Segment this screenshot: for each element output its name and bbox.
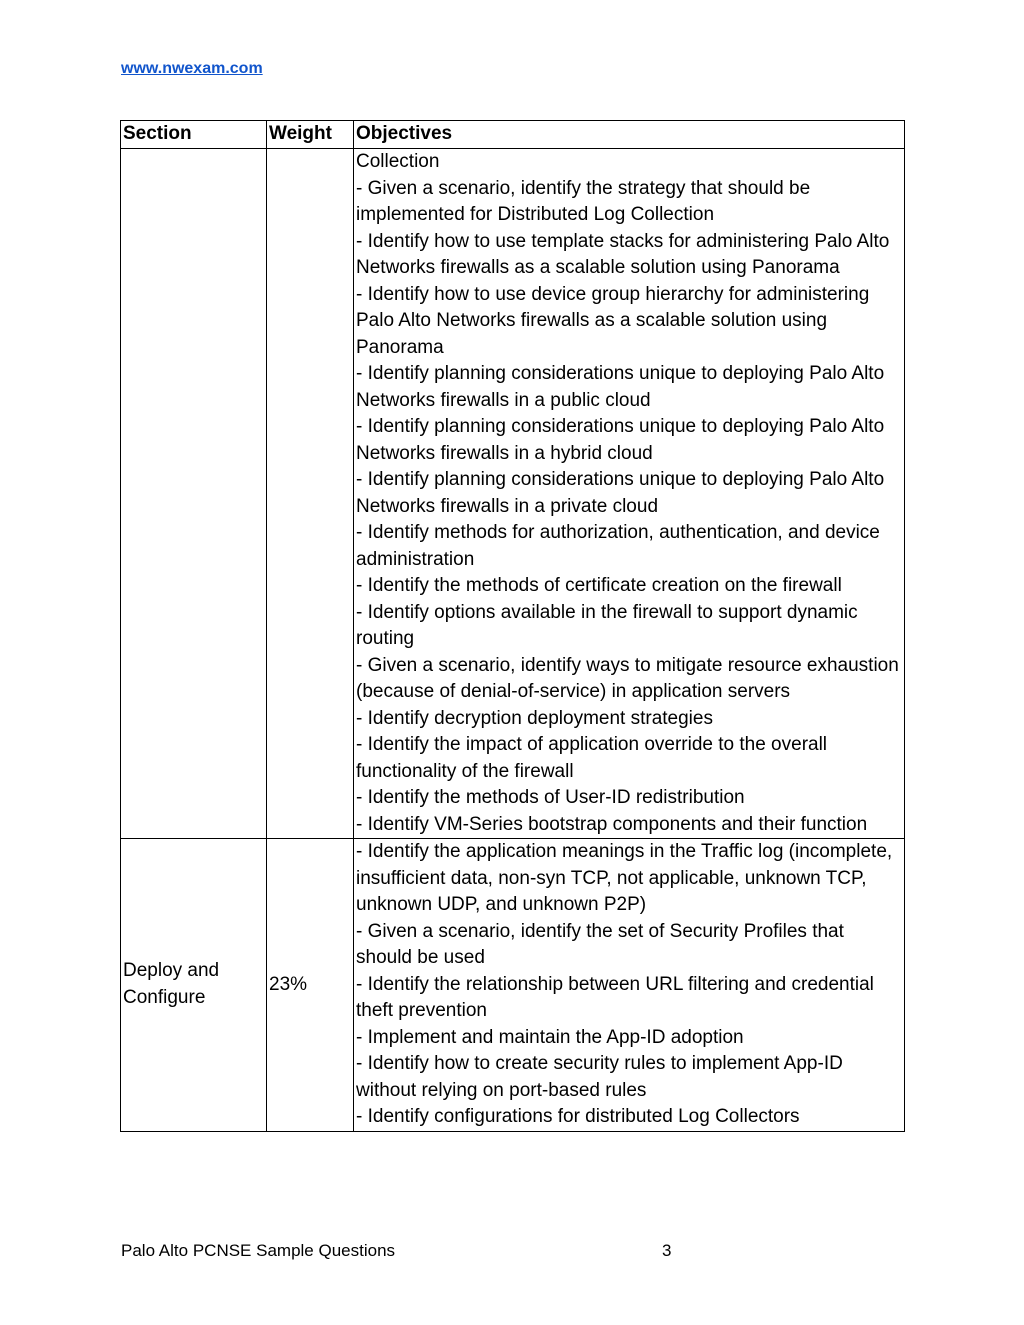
- objective-item: - Given a scenario, identify ways to mitigate resource exhaustion (because of denial-of-service) in application servers: [356, 654, 899, 702]
- objective-item: - Identify the relationship between URL filtering and credential theft prevention: [356, 973, 874, 1021]
- objective-item: - Identify the application meanings in the Traffic log (incomplete, insufficient data, non-syn TCP, not applicable, unknown TCP, unknown UDP, and unknown P2P): [356, 841, 893, 915]
- objective-item: - Identify methods for authorization, authentication, and device administration: [356, 522, 880, 570]
- objective-item: - Identify how to use device group hierarchy for administering Palo Alto Networks firewalls as a scalable solution using Panorama: [356, 283, 870, 358]
- table-row: [121, 149, 905, 839]
- objective-item: - Given a scenario, identify the strategy that should be implemented for Distributed Log Collection: [356, 177, 811, 225]
- objective-item: - Identify how to use template stacks for administering Palo Alto Networks firewalls as a scalable solution using Panorama: [356, 230, 890, 278]
- objectives-table: [120, 120, 905, 1132]
- page-number: 3: [662, 1241, 672, 1260]
- objective-item: - Identify how to create security rules to implement App-ID without relying on port-based rules: [356, 1053, 843, 1101]
- objective-item: - Identify the methods of certificate creation on the firewall: [356, 575, 842, 596]
- weight-cell: 23%: [267, 839, 354, 1132]
- objective-item: - Identify planning considerations unique to deploying Palo Alto Networks firewalls in a hybrid cloud: [356, 416, 885, 464]
- objective-item: - Implement and maintain the App-ID adoption: [356, 1026, 744, 1048]
- objectives-cell: [354, 839, 905, 1132]
- objective-item: - Identify configurations for distributed Log Collectors: [356, 1106, 800, 1127]
- site-link[interactable]: www.nwexam.com: [121, 60, 263, 77]
- column-header-objectives: Objectives: [354, 121, 905, 149]
- objective-item: - Identify planning considerations unique to deploying Palo Alto Networks firewalls in a private cloud: [356, 469, 885, 517]
- objective-item: - Identify planning considerations unique to deploying Palo Alto Networks firewalls in a public cloud: [356, 363, 885, 411]
- footer-title: Palo Alto PCNSE Sample Questions: [121, 1241, 396, 1260]
- section-cell: Deploy and Configure: [121, 839, 267, 1132]
- objective-item: - Identify the impact of application override to the overall functionality of the firewall: [356, 734, 828, 782]
- objective-item: - Given a scenario, identify the set of Security Profiles that should be used: [356, 920, 844, 968]
- table-header-row: [121, 121, 905, 149]
- column-header-section: Section: [121, 121, 267, 149]
- weight-cell: [267, 149, 354, 839]
- objective-item: - Identify decryption deployment strategies: [356, 707, 713, 729]
- objectives-cell: [354, 149, 905, 839]
- objective-item: - Identify the methods of User-ID redistribution: [356, 787, 745, 808]
- objective-item: - Identify options available in the firewall to support dynamic routing: [356, 601, 858, 649]
- column-header-weight: Weight: [267, 121, 354, 149]
- section-cell: [121, 149, 267, 839]
- objective-item: Collection: [356, 151, 440, 172]
- objective-item: - Identify VM-Series bootstrap components and their function: [356, 813, 868, 835]
- table-row: [121, 839, 905, 1132]
